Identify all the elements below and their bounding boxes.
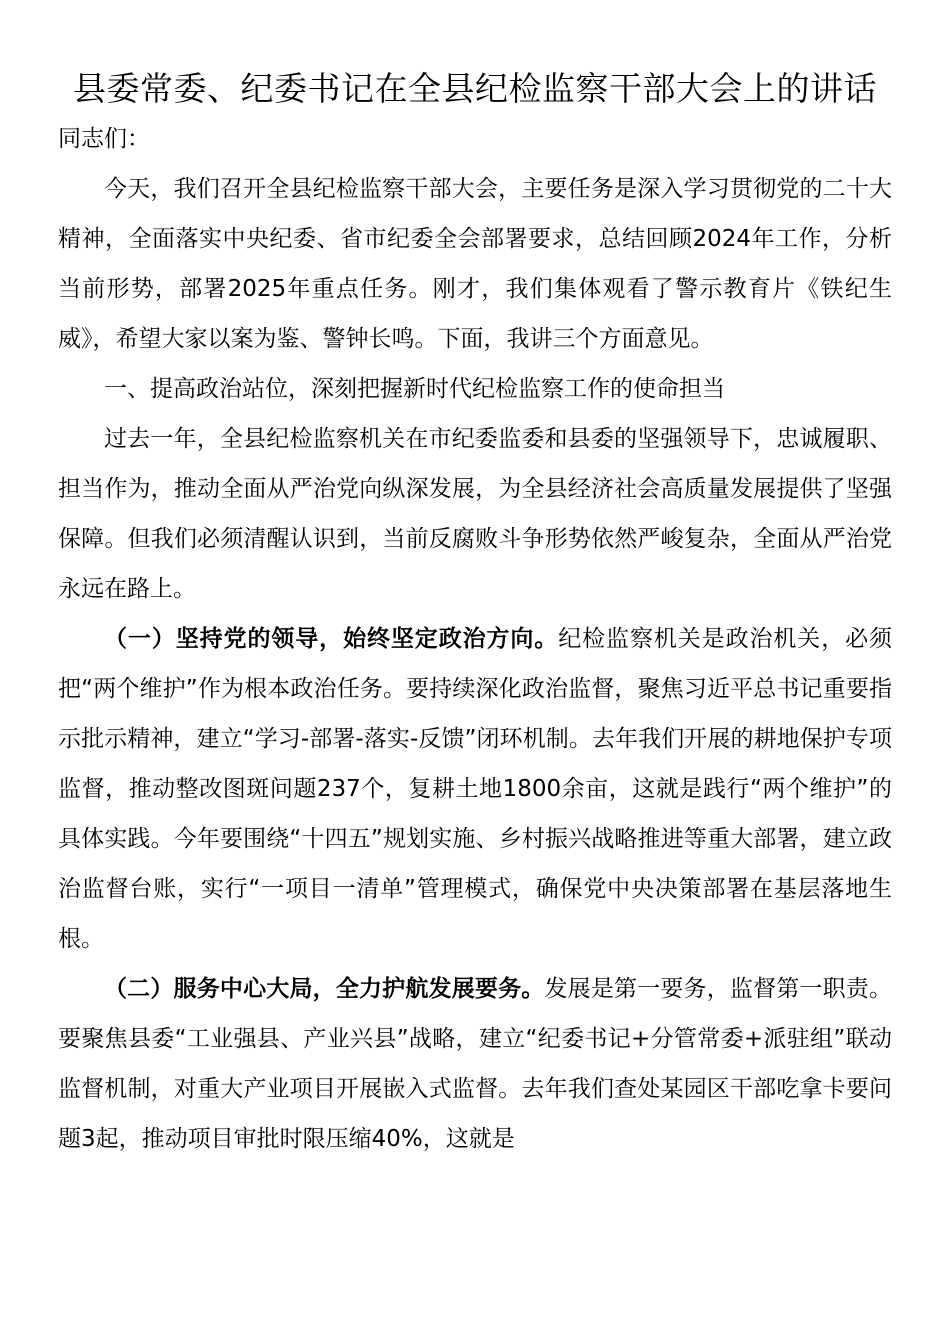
paragraph-text: 纪检监察机关是政治机关，必须把“两个维护”作为根本政治任务。要持续深化政治监督，聚焦习近平总书记重要指示批示精神，建立“学习-部署-落实-反馈”闭环机制。去年我们开展的耕地保护专项监督，推动整改图斑问题237个，复耕土地1800余亩，这就是践行“两个维护”的具体实践。今年要围绕“十四五”规划实施、乡村振兴战略推进等重大部署，建立政治监督台账，实行“一项目一清单”管理模式，确保党中央决策部署在基层落地生根。 — [58, 626, 892, 952]
paragraph-text: 发展是第一要务，监督第一职责。要聚焦县委“工业强县、产业兴县”战略，建立“纪委书记+分管常委+派驻组”联动监督机制，对重大产业项目开展嵌入式监督。去年我们查处某园区干部吃拿卡要问题3起，推动项目审批时限压缩40%，这就是 — [58, 976, 893, 1152]
point-lead: （一）坚持党的领导，始终坚定政治方向。 — [104, 626, 559, 652]
paragraph-point-2 — [58, 964, 892, 1164]
salutation: 同志们： — [58, 126, 150, 152]
document-page — [58, 64, 892, 1164]
paragraph-point-1 — [58, 614, 892, 964]
paragraph-text: 今天，我们召开全县纪检监察干部大会，主要任务是深入学习贯彻党的二十大精神，全面落实中央纪委、省市纪委全会部署要求，总结回顾2024年工作，分析当前形势，部署2025年重点任务。刚才，我们集体观看了警示教育片《铁纪生威》，希望大家以案为鉴、警钟长鸣。下面，我讲三个方面意见。 — [58, 176, 892, 352]
paragraph-intro — [58, 164, 892, 364]
point-lead: （二）服务中心大局，全力护航发展要务。 — [104, 976, 545, 1002]
document-title: 县委常委、纪委书记在全县纪检监察干部大会上的讲话 — [73, 69, 877, 108]
paragraph-review — [58, 414, 892, 614]
section-heading-1 — [58, 364, 892, 414]
paragraph-text: 过去一年，全县纪检监察机关在市纪委监委和县委的坚强领导下，忠诚履职、担当作为，推动全面从严治党向纵深发展，为全县经济社会高质量发展提供了坚强保障。但我们必须清醒认识到，当前反腐败斗争形势依然严峻复杂，全面从严治党永远在路上。 — [58, 426, 892, 602]
section-heading-text: 一、提高政治站位，深刻把握新时代纪检监察工作的使命担当 — [104, 376, 725, 402]
